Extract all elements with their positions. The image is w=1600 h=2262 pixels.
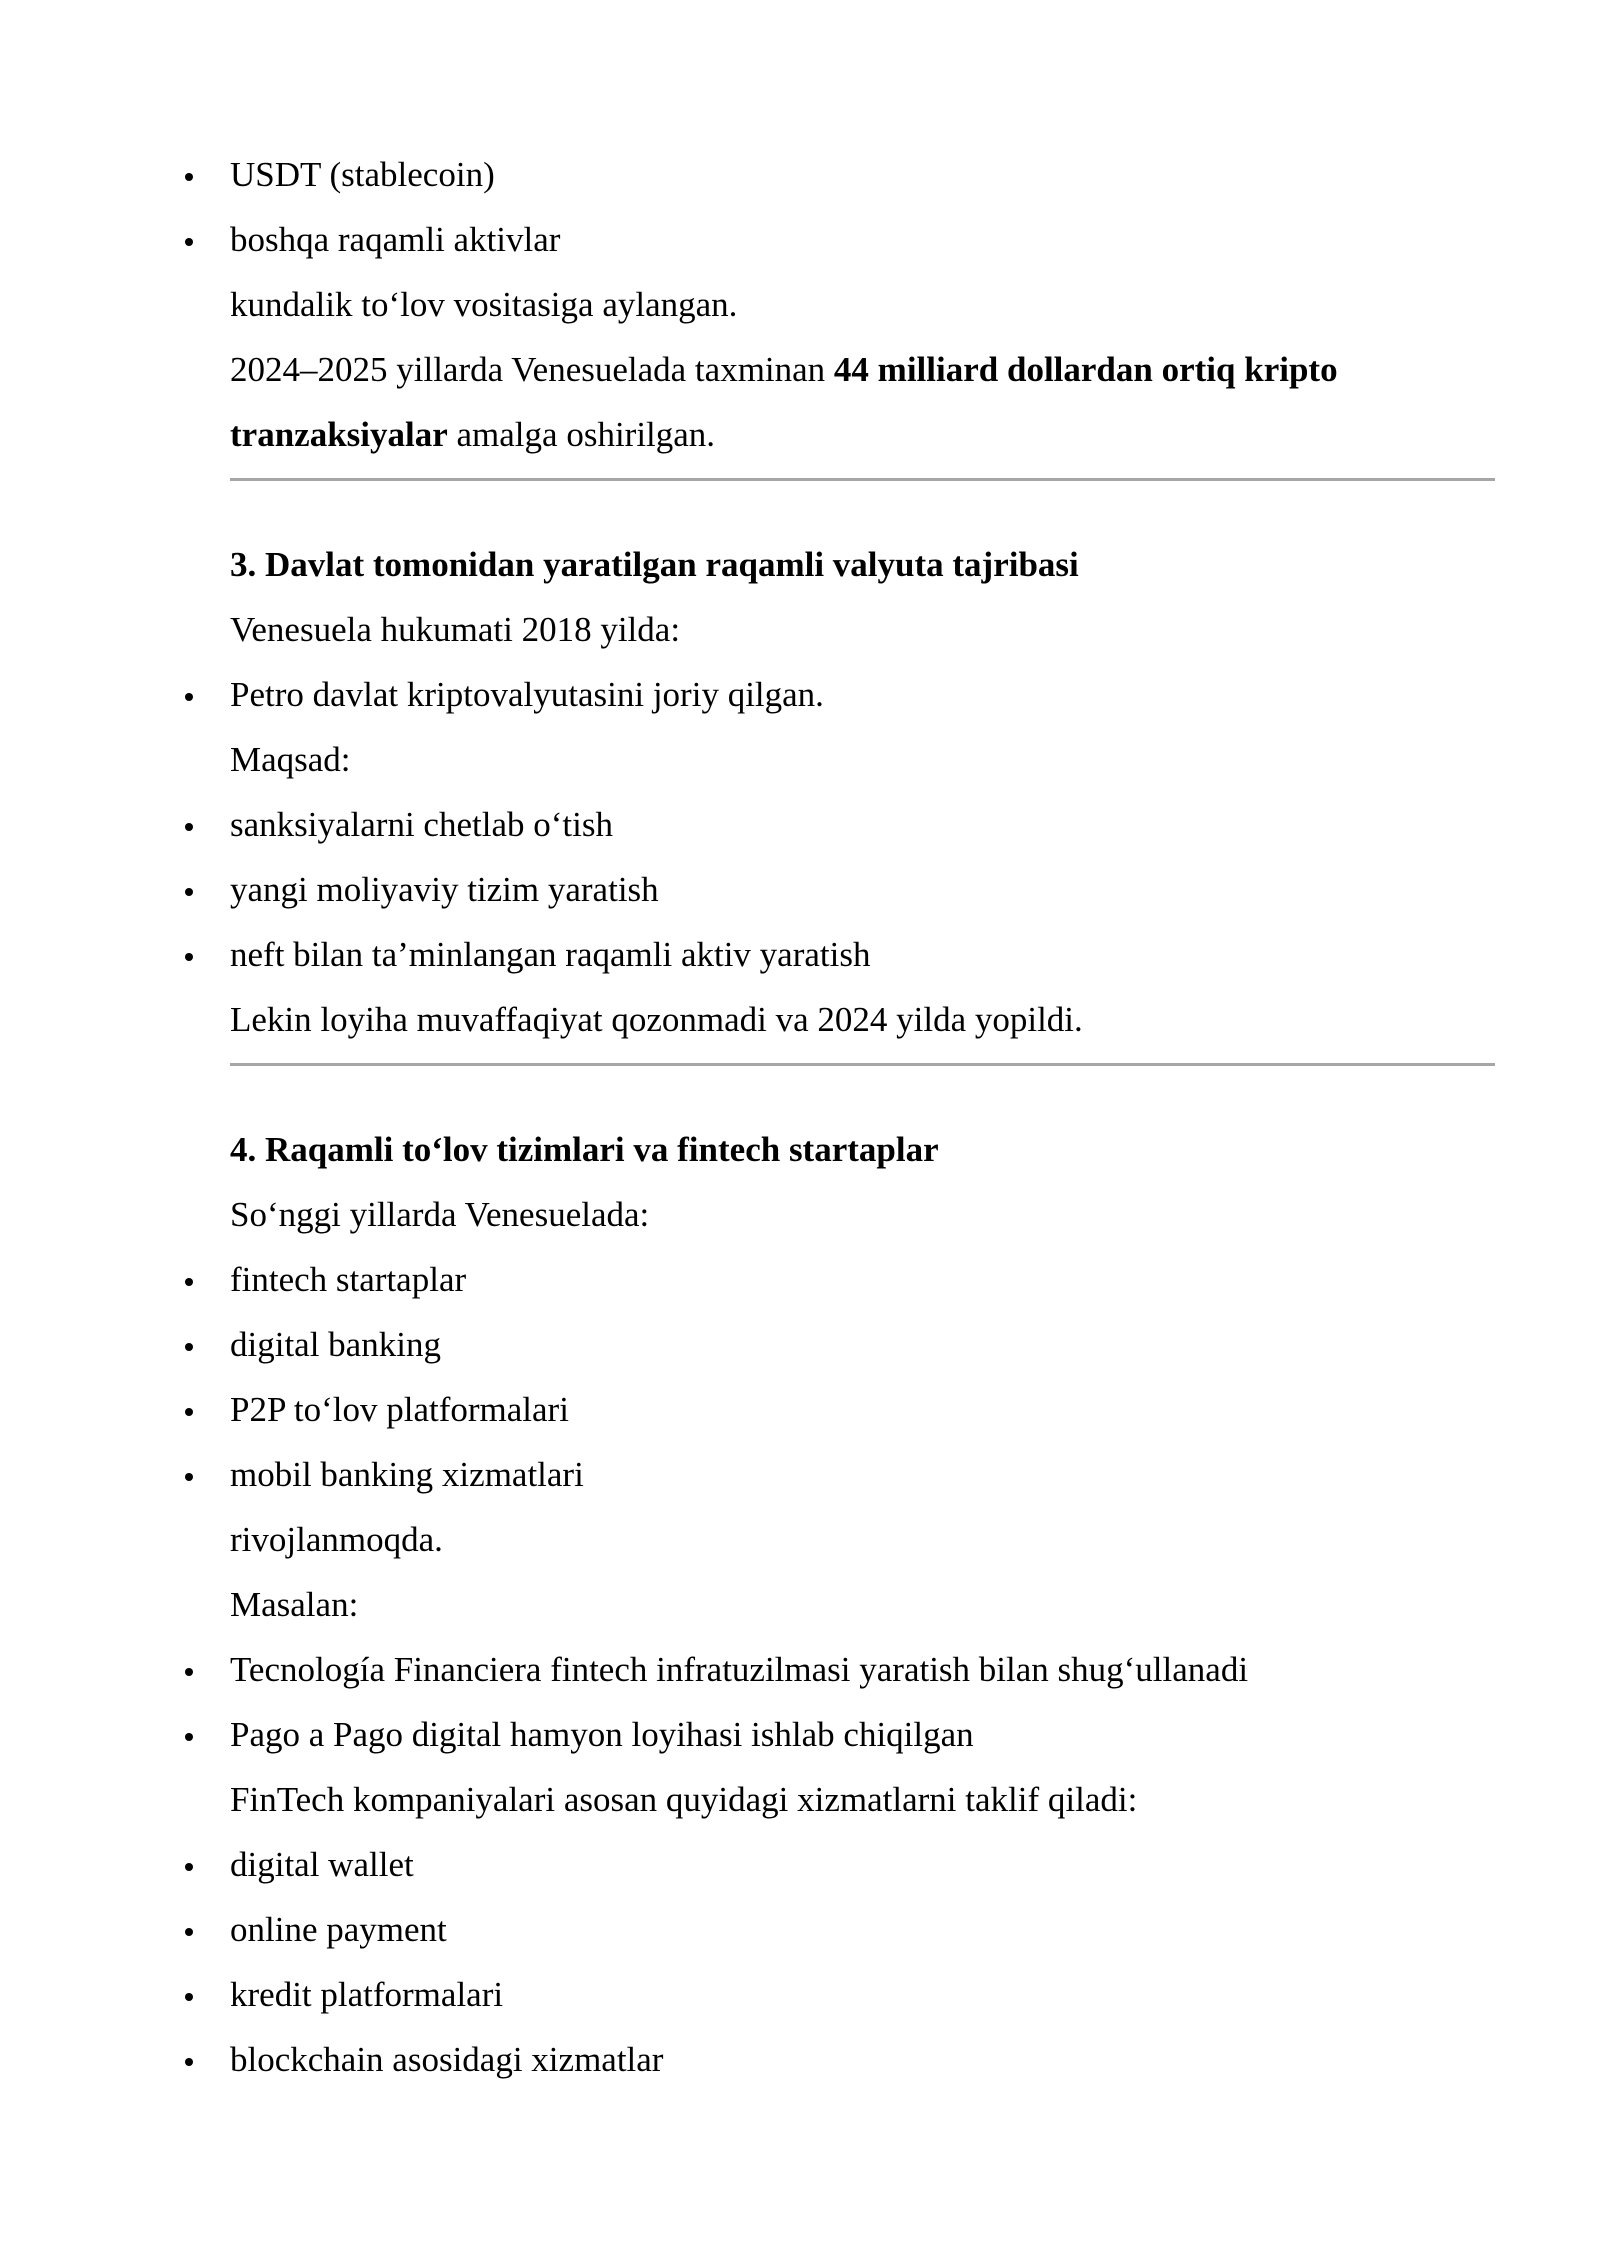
list-item: neft bilan ta’minlangan raqamli aktiv yaratish xyxy=(230,935,871,974)
list-item: Pago a Pago digital hamyon loyihasi ishlab chiqilgan xyxy=(230,1715,974,1754)
stat-paragraph-line-1 xyxy=(230,349,1338,391)
stat-bold-text: tranzaksiyalar xyxy=(230,415,448,454)
section-heading: 3. Davlat tomonidan yaratilgan raqamli valyuta tajribasi xyxy=(230,545,1079,584)
list-item: Tecnología Financiera fintech infratuzilmasi yaratish bilan shug‘ullanadi xyxy=(230,1650,1249,1689)
paragraph-text: Masalan: xyxy=(230,1585,359,1624)
list-item: P2P to‘lov platformalari xyxy=(230,1390,569,1429)
list-item: boshqa raqamli aktivlar xyxy=(230,220,561,259)
horizontal-divider xyxy=(230,478,1495,481)
paragraph-text: FinTech kompaniyalari asosan quyidagi xizmatlarni taklif qiladi: xyxy=(230,1780,1138,1819)
list-item: kredit platformalari xyxy=(230,1975,504,2014)
list-item: digital banking xyxy=(230,1325,441,1364)
list-item: mobil banking xizmatlari xyxy=(230,1455,584,1494)
paragraph-text: rivojlanmoqda. xyxy=(230,1520,443,1559)
section-heading: 4. Raqamli to‘lov tizimlari va fintech startaplar xyxy=(230,1130,939,1169)
list-item: digital wallet xyxy=(230,1845,414,1884)
paragraph-text: kundalik to‘lov vositasiga aylangan. xyxy=(230,285,738,324)
list-item: yangi moliyaviy tizim yaratish xyxy=(230,870,659,909)
list-item: sanksiyalarni chetlab o‘tish xyxy=(230,805,613,844)
paragraph-text: Maqsad: xyxy=(230,740,351,779)
stat-bold-text: 44 milliard dollardan ortiq kripto xyxy=(833,350,1338,389)
paragraph-text: Lekin loyiha muvaffaqiyat qozonmadi va 2024 yilda yopildi. xyxy=(230,1000,1083,1039)
stat-suffix: amalga oshirilgan. xyxy=(447,415,716,454)
list-item: blockchain asosidagi xizmatlar xyxy=(230,2040,664,2079)
horizontal-divider xyxy=(230,1063,1495,1066)
paragraph-text: So‘nggi yillarda Venesuelada: xyxy=(230,1195,650,1234)
stat-paragraph-line-2 xyxy=(230,414,715,456)
paragraph-text: Venesuela hukumati 2018 yilda: xyxy=(230,610,681,649)
list-item: Petro davlat kriptovalyutasini joriy qilgan. xyxy=(230,675,824,714)
list-item: USDT (stablecoin) xyxy=(230,155,495,194)
list-item: fintech startaplar xyxy=(230,1260,467,1299)
list-item: online payment xyxy=(230,1910,447,1949)
stat-prefix: 2024–2025 yillarda Venesuelada taxminan xyxy=(230,350,834,389)
